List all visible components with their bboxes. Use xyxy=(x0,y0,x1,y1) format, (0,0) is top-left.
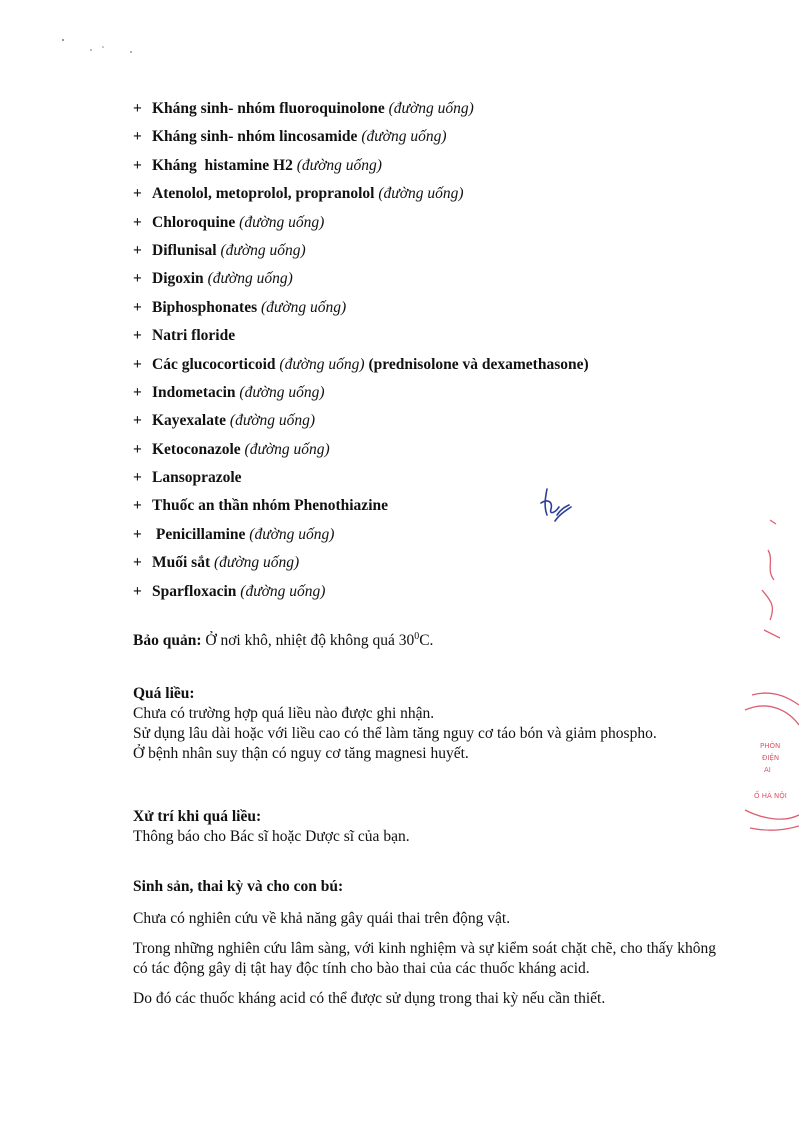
drug-route: (đường uống) xyxy=(229,412,316,430)
plus-bullet: + xyxy=(133,582,142,600)
drug-name: Sparfloxacin xyxy=(152,582,237,600)
list-item xyxy=(133,152,753,180)
overdose-handling-heading: Xử trí khi quá liều: xyxy=(133,808,262,825)
overdose-heading: Quá liều: xyxy=(133,685,195,702)
overdose-line: Sử dụng lâu dài hoặc với liều cao có thể làm tăng nguy cơ táo bón và giảm phospho. xyxy=(133,725,657,742)
drug-route: (đường uống) xyxy=(239,383,325,401)
drug-name: Muối sắt xyxy=(152,554,211,572)
drug-route: (đường uống) xyxy=(220,241,306,259)
storage-label: Bảo quản: xyxy=(133,632,202,650)
degree-superscript: 0 xyxy=(414,631,420,642)
drug-name: Kayexalate xyxy=(152,412,227,430)
plus-bullet: + xyxy=(133,412,142,430)
drug-name: Atenolol, metoprolol, propranolol xyxy=(152,185,375,203)
svg-text:ĐIỆN: ĐIỆN xyxy=(762,754,780,762)
list-item xyxy=(133,379,753,407)
plus-bullet: + xyxy=(133,327,142,345)
storage-text: Ở nơi khô, nhiệt độ không quá 30 xyxy=(201,632,415,650)
drug-name: Penicillamine xyxy=(152,525,246,543)
plus-bullet: + xyxy=(133,156,142,174)
plus-bullet: + xyxy=(133,298,142,316)
drug-name: Lansoprazole xyxy=(152,469,242,487)
pregnancy-paragraph: Trong những nghiên cứu lâm sàng, với kinh nghiệm và sự kiểm soát chặt chẽ, cho thấy không có tác động gây dị tật hay độc tính cho bào thai của các thuốc kháng acid. xyxy=(133,940,716,977)
drug-route: (đường uống) xyxy=(296,156,382,174)
drug-name: Diflunisal xyxy=(152,241,217,259)
plus-bullet: + xyxy=(133,440,142,458)
plus-bullet: + xyxy=(133,355,142,373)
drug-name: Kháng sinh- nhóm lincosamide xyxy=(152,128,358,146)
drug-route: (đường uống) xyxy=(244,440,330,458)
list-item xyxy=(133,492,753,520)
drug-name: Ketoconazole xyxy=(152,440,241,458)
list-item xyxy=(133,237,753,265)
drug-name: Thuốc an thần nhóm Phenothiazine xyxy=(152,497,388,515)
storage-line xyxy=(133,627,433,651)
drug-route: (đường uống) xyxy=(240,582,326,600)
pregnancy-paragraph: Do đó các thuốc kháng acid có thể được sử dụng trong thai kỳ nếu cần thiết. xyxy=(133,990,606,1007)
pregnancy-section xyxy=(133,877,716,1009)
plus-bullet: + xyxy=(133,554,142,572)
handwritten-initials xyxy=(535,485,575,530)
list-item xyxy=(133,123,753,151)
drug-route: (đường uống) xyxy=(214,554,300,572)
list-item xyxy=(133,322,753,350)
drug-route: (đường uống) xyxy=(260,298,347,316)
plus-bullet: + xyxy=(133,100,142,117)
list-item xyxy=(133,265,753,293)
overdose-line: Chưa có trường hợp quá liều nào được ghi nhận. xyxy=(133,705,435,722)
list-item xyxy=(133,95,753,123)
plus-bullet: + xyxy=(133,525,142,543)
plus-bullet: + xyxy=(133,185,142,203)
overdose-handling-section xyxy=(133,807,716,847)
drug-name: Kháng sinh- nhóm fluoroquinolone xyxy=(152,100,385,117)
drug-name: Natri floride xyxy=(152,327,236,345)
plus-bullet: + xyxy=(133,241,142,259)
drug-name: Chloroquine xyxy=(152,213,236,231)
overdose-section xyxy=(133,684,716,764)
list-item xyxy=(133,180,753,208)
drug-name: Indometacin xyxy=(152,383,236,401)
list-item xyxy=(133,578,753,606)
plus-bullet: + xyxy=(133,128,142,146)
red-stamp-partial xyxy=(740,510,799,850)
drug-name: Digoxin xyxy=(152,270,204,288)
plus-bullet: + xyxy=(133,497,142,515)
list-item xyxy=(133,436,753,464)
drug-route: (đường uống) xyxy=(239,213,325,231)
plus-bullet: + xyxy=(133,213,142,231)
drug-route: (đường uống) xyxy=(279,355,365,373)
plus-bullet: + xyxy=(133,270,142,288)
list-item xyxy=(133,549,753,577)
plus-bullet: + xyxy=(133,469,142,487)
list-item xyxy=(133,464,753,492)
drug-name: Các glucocorticoid xyxy=(152,355,276,373)
pregnancy-heading: Sinh sản, thai kỳ và cho con bú: xyxy=(133,878,344,895)
list-item xyxy=(133,407,753,435)
drug-route: (đường uống) xyxy=(388,100,474,117)
drug-route: (đường uống) xyxy=(378,185,464,203)
list-item xyxy=(133,209,753,237)
overdose-handling-text: Thông báo cho Bác sĩ hoặc Dược sĩ của bạn. xyxy=(133,828,410,845)
overdose-line: Ở bệnh nhân suy thận có nguy cơ tăng magnesi huyết. xyxy=(133,745,469,762)
drug-name: Biphosphonates xyxy=(152,298,258,316)
drug-name: Kháng histamine H2 xyxy=(152,156,293,174)
temperature-unit: C. xyxy=(419,632,434,650)
scan-noise-dots xyxy=(55,30,145,60)
drug-interaction-list xyxy=(133,95,753,606)
drug-route: (đường uống) xyxy=(249,525,335,543)
pregnancy-paragraph: Chưa có nghiên cứu về khả năng gây quái thai trên động vật. xyxy=(133,910,511,927)
drug-route: (đường uống) xyxy=(207,270,293,288)
list-item xyxy=(133,351,753,379)
list-item xyxy=(133,294,753,322)
svg-text:Ố HÀ NỘI: Ố HÀ NỘI xyxy=(754,792,787,800)
svg-text:PHÒN: PHÒN xyxy=(760,742,781,750)
drug-route: (đường uống) xyxy=(361,128,447,146)
list-item xyxy=(133,521,753,549)
drug-note: (prednisolone và dexamethasone) xyxy=(368,355,589,373)
plus-bullet: + xyxy=(133,383,142,401)
svg-text:AI: AI xyxy=(764,766,771,774)
